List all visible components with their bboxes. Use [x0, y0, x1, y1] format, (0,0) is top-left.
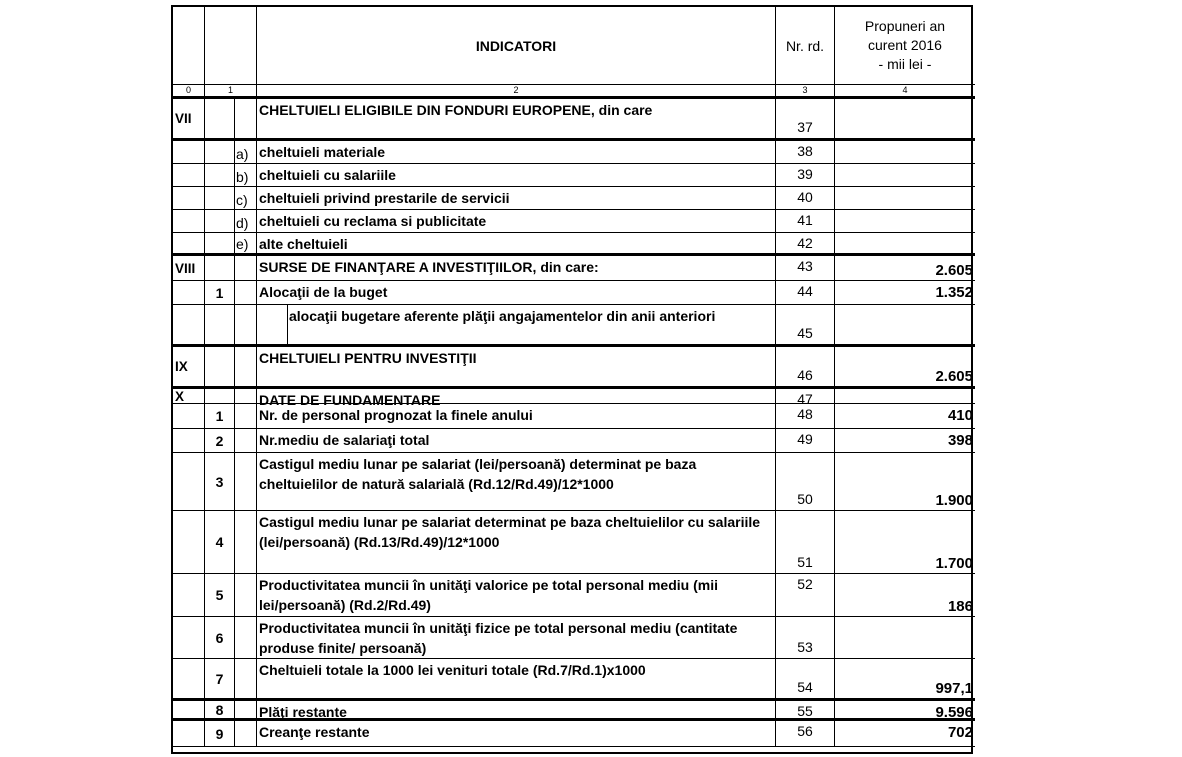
row-nr-rd: 44 — [776, 281, 835, 305]
indicator-label: Cheltuieli totale la 1000 lei venituri totale (Rd.7/Rd.1)x1000 — [259, 662, 646, 678]
row-item-number: 2 — [205, 429, 235, 453]
row-item-number — [205, 99, 235, 141]
row-value: 2.605 — [835, 347, 975, 389]
row-subitem-letter — [235, 281, 257, 305]
row-nr-rd: 39 — [776, 164, 835, 187]
row-value — [835, 305, 975, 347]
row-nr-rd: 50 — [776, 453, 835, 511]
row-nr-rd: 53 — [776, 617, 835, 659]
row-value: 2.605 — [835, 256, 975, 281]
row-item-number: 4 — [205, 511, 235, 574]
indicator-label: Plăţi restante — [259, 704, 347, 720]
row-item-number — [205, 187, 235, 210]
row-indicator-text — [257, 511, 776, 574]
row-subitem-letter — [235, 453, 257, 511]
row-indicator-text — [257, 574, 776, 617]
row-section-code: X — [173, 389, 205, 404]
row-nr-rd: 46 — [776, 347, 835, 389]
colnum-1: 1 — [205, 85, 257, 99]
indicator-label: alte cheltuieli — [259, 236, 348, 252]
row-nr-rd: 45 — [776, 305, 835, 347]
row-item-number — [205, 164, 235, 187]
row-value — [835, 233, 975, 256]
row-subitem-letter — [235, 305, 257, 347]
row-nr-rd: 38 — [776, 141, 835, 164]
indicator-label: cheltuieli cu salariile — [259, 167, 396, 183]
row-section-code — [173, 721, 205, 747]
indicator-label: Nr.mediu de salariaţi total — [259, 432, 430, 448]
header-nr-rd: Nr. rd. — [776, 7, 835, 85]
row-nr-rd: 56 — [776, 721, 835, 747]
header-col0 — [173, 7, 205, 85]
row-item-number: 3 — [205, 453, 235, 511]
row-value — [835, 210, 975, 233]
row-subitem-letter — [235, 511, 257, 574]
row-subitem-letter — [235, 429, 257, 453]
row-indicator-text — [257, 721, 776, 747]
row-indicator-text — [257, 256, 776, 281]
row-indicator-text — [257, 210, 776, 233]
row-section-code — [173, 210, 205, 233]
row-indicator-text — [257, 389, 776, 408]
row-indicator-text — [257, 701, 776, 721]
indicator-label: alocaţii bugetare aferente plăţii angajamentelor din anii anteriori — [289, 308, 716, 324]
indicator-label: DATE DE FUNDAMENTARE — [259, 392, 441, 408]
row-nr-rd: 48 — [776, 404, 835, 429]
row-subitem-letter — [235, 404, 257, 429]
row-section-code — [173, 453, 205, 511]
row-indicator-text — [257, 99, 776, 141]
row-indicator-text — [257, 659, 776, 701]
row-value: 1.352 — [835, 281, 975, 305]
row-section-code — [173, 187, 205, 210]
row-item-number — [205, 141, 235, 164]
row-indicator-text — [257, 429, 776, 453]
row-value — [835, 99, 975, 141]
row-nr-rd: 47 — [776, 389, 835, 404]
row-value: 997,1 — [835, 659, 975, 701]
colnum-2: 2 — [257, 85, 776, 99]
header-indicatori: INDICATORI — [257, 7, 776, 85]
row-subitem-letter — [235, 347, 257, 389]
row-indicator-text — [257, 233, 776, 256]
indent-box — [287, 305, 288, 344]
indicator-label: Creanţe restante — [259, 724, 370, 740]
row-nr-rd: 40 — [776, 187, 835, 210]
row-subitem-letter — [235, 99, 257, 141]
indicator-label: SURSE DE FINANŢARE A INVESTIŢIILOR, din care: — [259, 259, 599, 275]
row-value: 398 — [835, 429, 975, 453]
header-propuneri-line3: - mii lei - — [878, 56, 932, 72]
row-section-code — [173, 404, 205, 429]
row-section-code: VIII — [173, 256, 205, 281]
row-nr-rd: 37 — [776, 99, 835, 141]
indicator-label: Castigul mediu lunar pe salariat (lei/persoană) determinat pe baza cheltuielilor de natură salarială (Rd.12/Rd.49)/12*1000 — [259, 456, 697, 492]
header-propuneri — [835, 7, 975, 85]
row-item-number — [205, 256, 235, 281]
row-nr-rd: 51 — [776, 511, 835, 574]
row-section-code: IX — [173, 347, 205, 389]
row-value: 410 — [835, 404, 975, 429]
row-value: 9.596 — [835, 701, 975, 721]
row-section-code — [173, 701, 205, 721]
row-subitem-letter — [235, 574, 257, 617]
row-subitem-letter — [235, 389, 257, 404]
row-item-number — [205, 347, 235, 389]
row-item-number — [205, 233, 235, 256]
row-subitem-letter — [235, 617, 257, 659]
row-subitem-letter — [235, 659, 257, 701]
row-subitem-letter: b) — [235, 164, 257, 187]
row-item-number: 5 — [205, 574, 235, 617]
row-value: 1.900 — [835, 453, 975, 511]
row-section-code — [173, 574, 205, 617]
row-item-number — [205, 305, 235, 347]
row-value — [835, 187, 975, 210]
row-section-code — [173, 281, 205, 305]
colnum-3: 3 — [776, 85, 835, 99]
row-nr-rd: 52 — [776, 574, 835, 617]
indicator-label: cheltuieli cu reclama si publicitate — [259, 213, 487, 229]
row-indicator-text — [257, 164, 776, 187]
header-col1 — [205, 7, 257, 85]
row-indicator-text — [257, 305, 776, 347]
budget-indicators-table — [171, 5, 973, 754]
row-indicator-text — [257, 141, 776, 164]
row-section-code — [173, 164, 205, 187]
row-nr-rd: 55 — [776, 701, 835, 721]
row-nr-rd: 42 — [776, 233, 835, 256]
row-subitem-letter: d) — [235, 210, 257, 233]
header-propuneri-line2: curent 2016 — [868, 37, 942, 53]
row-section-code — [173, 617, 205, 659]
colnum-0: 0 — [173, 85, 205, 99]
row-value: 1.700 — [835, 511, 975, 574]
row-indicator-text — [257, 617, 776, 659]
row-item-number: 1 — [205, 404, 235, 429]
row-item-number — [205, 389, 235, 404]
row-subitem-letter: e) — [235, 233, 257, 256]
row-value — [835, 389, 975, 404]
row-indicator-text — [257, 187, 776, 210]
row-item-number: 6 — [205, 617, 235, 659]
colnum-4: 4 — [835, 85, 975, 99]
indicator-label: Productivitatea muncii în unităţi fizice pe total personal mediu (cantitate produse finite/ persoană) — [259, 620, 738, 656]
row-subitem-letter: c) — [235, 187, 257, 210]
row-indicator-text — [257, 404, 776, 429]
row-nr-rd: 43 — [776, 256, 835, 281]
row-nr-rd: 54 — [776, 659, 835, 701]
indicator-label: cheltuieli privind prestarile de servicii — [259, 190, 510, 206]
row-nr-rd: 41 — [776, 210, 835, 233]
row-section-code — [173, 659, 205, 701]
indicator-label: Alocaţii de la buget — [259, 284, 388, 300]
row-section-code — [173, 141, 205, 164]
row-section-code — [173, 305, 205, 347]
row-item-number: 7 — [205, 659, 235, 701]
row-section-code — [173, 511, 205, 574]
indicator-label: CHELTUIELI PENTRU INVESTIŢII — [259, 350, 477, 366]
row-subitem-letter — [235, 701, 257, 721]
row-indicator-text — [257, 347, 776, 389]
row-value: 186 — [835, 574, 975, 617]
indicator-label: cheltuieli materiale — [259, 144, 386, 160]
row-subitem-letter — [235, 721, 257, 747]
row-value: 702 — [835, 721, 975, 747]
row-section-code: VII — [173, 99, 205, 141]
indicator-label: CHELTUIELI ELIGIBILE DIN FONDURI EUROPENE, din care — [259, 102, 653, 118]
header-propuneri-line1: Propuneri an — [864, 18, 946, 34]
row-indicator-text — [257, 281, 776, 305]
row-item-number: 1 — [205, 281, 235, 305]
indicator-label: Nr. de personal prognozat la finele anului — [259, 407, 533, 423]
row-indicator-text — [257, 453, 776, 511]
row-value — [835, 617, 975, 659]
indicator-label: Productivitatea muncii în unităţi valorice pe total personal mediu (mii lei/persoană) (Rd.2/Rd.49) — [259, 577, 718, 613]
row-section-code — [173, 429, 205, 453]
row-item-number: 9 — [205, 721, 235, 747]
row-value — [835, 141, 975, 164]
row-section-code — [173, 233, 205, 256]
indicator-label: Castigul mediu lunar pe salariat determinat pe baza cheltuielilor cu salariile (lei/persoană) (Rd.13/Rd.49)/12*1000 — [259, 514, 761, 550]
row-nr-rd: 49 — [776, 429, 835, 453]
row-item-number: 8 — [205, 701, 235, 721]
row-value — [835, 164, 975, 187]
row-subitem-letter: a) — [235, 141, 257, 164]
row-subitem-letter — [235, 256, 257, 281]
row-item-number — [205, 210, 235, 233]
